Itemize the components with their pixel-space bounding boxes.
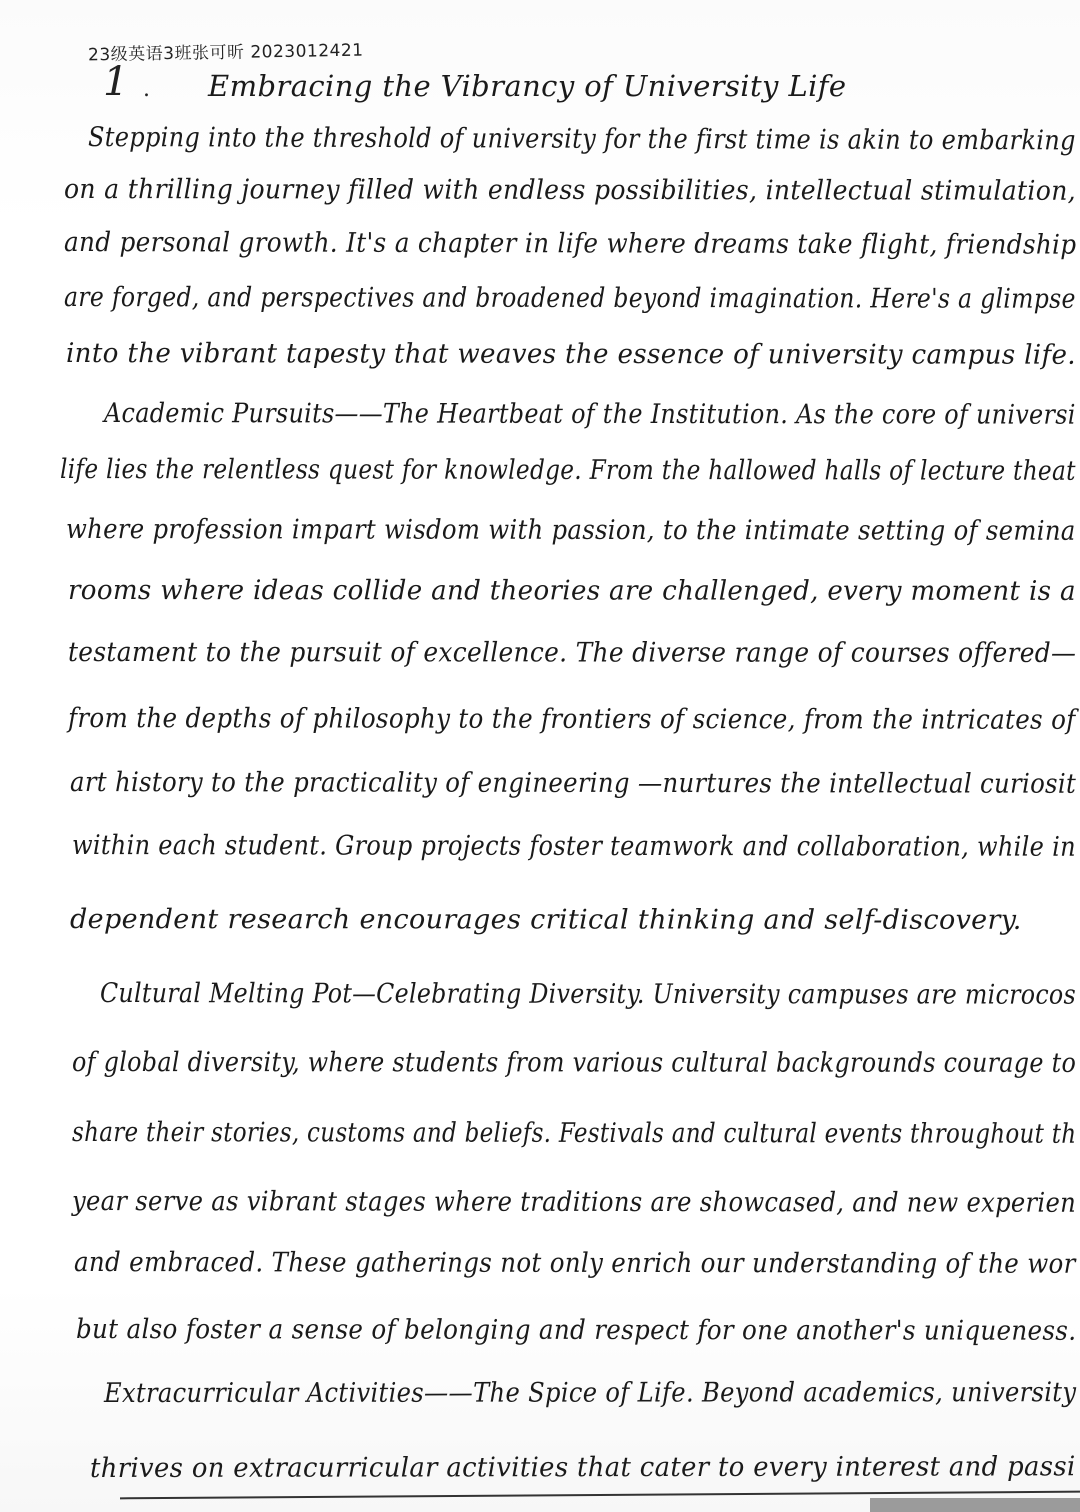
essay-line: into the vibrant tapesty that weaves the essence of university campus life.: [65, 338, 1076, 371]
essay-line: but also foster a sense of belonging and respect for one another's uniqueness.: [75, 1314, 1077, 1347]
essay-line: where profession impart wisdom with passion, to the intimate setting of semina: [65, 514, 1076, 547]
essay-line: dependent research encourages critical thinking and self-discovery.: [69, 904, 1022, 936]
essay-line: of global diversity, where students from various cultural backgrounds courage to: [71, 1047, 1077, 1079]
essay-line: on a thrilling journey filled with endless possibilities, intellectual stimulation,: [63, 174, 1076, 207]
essay-line: Stepping into the threshold of university for the first time is akin to embarking: [87, 122, 1076, 157]
essay-line: art history to the practicality of engineering —nurtures the intellectual curiosit: [69, 767, 1077, 800]
essay-line: Extracurricular Activities——The Spice of Life. Beyond academics, university: [103, 1377, 1077, 1409]
essay-line: year serve as vibrant stages where traditions are showcased, and new experien: [71, 1186, 1077, 1219]
essay-line: testament to the pursuit of excellence. The diverse range of courses offered—: [67, 637, 1077, 669]
essay-line: Academic Pursuits——The Heartbeat of the Institution. As the core of universi: [103, 398, 1076, 431]
essay-line: and embraced. These gatherings not only enrich our understanding of the wor: [73, 1247, 1076, 1280]
essay-line: rooms where ideas collide and theories are challenged, every moment is a: [67, 575, 1076, 607]
essay-line: are forged, and perspectives and broadened beyond imagination. Here's a glimpse: [63, 282, 1076, 315]
essay-line: thrives on extracurricular activities that cater to every interest and passi: [89, 1451, 1076, 1484]
essay-number: 1: [103, 59, 129, 105]
essay-line: share their stories, customs and beliefs. Festivals and cultural events throughout th: [71, 1117, 1077, 1150]
essay-line: Cultural Melting Pot—Celebrating Diversity. University campuses are microcos: [99, 978, 1077, 1011]
essay-line: and personal growth. It's a chapter in life where dreams take flight, friendship: [63, 227, 1077, 261]
essay-line: from the depths of philosophy to the frontiers of science, from the intricates of: [67, 703, 1076, 736]
essay-number-dot: .: [143, 77, 150, 102]
student-info-note: 23级英语3班张可昕 2023012421: [87, 40, 364, 66]
page-edge-shadow: [870, 1498, 1080, 1512]
essay-line: life lies the relentless quest for knowledge. From the hallowed halls of lecture theat: [59, 454, 1076, 487]
essay-line: within each student. Group projects foster teamwork and collaboration, while in: [71, 830, 1076, 863]
essay-title: Embracing the Vibrancy of University Life: [208, 69, 847, 103]
